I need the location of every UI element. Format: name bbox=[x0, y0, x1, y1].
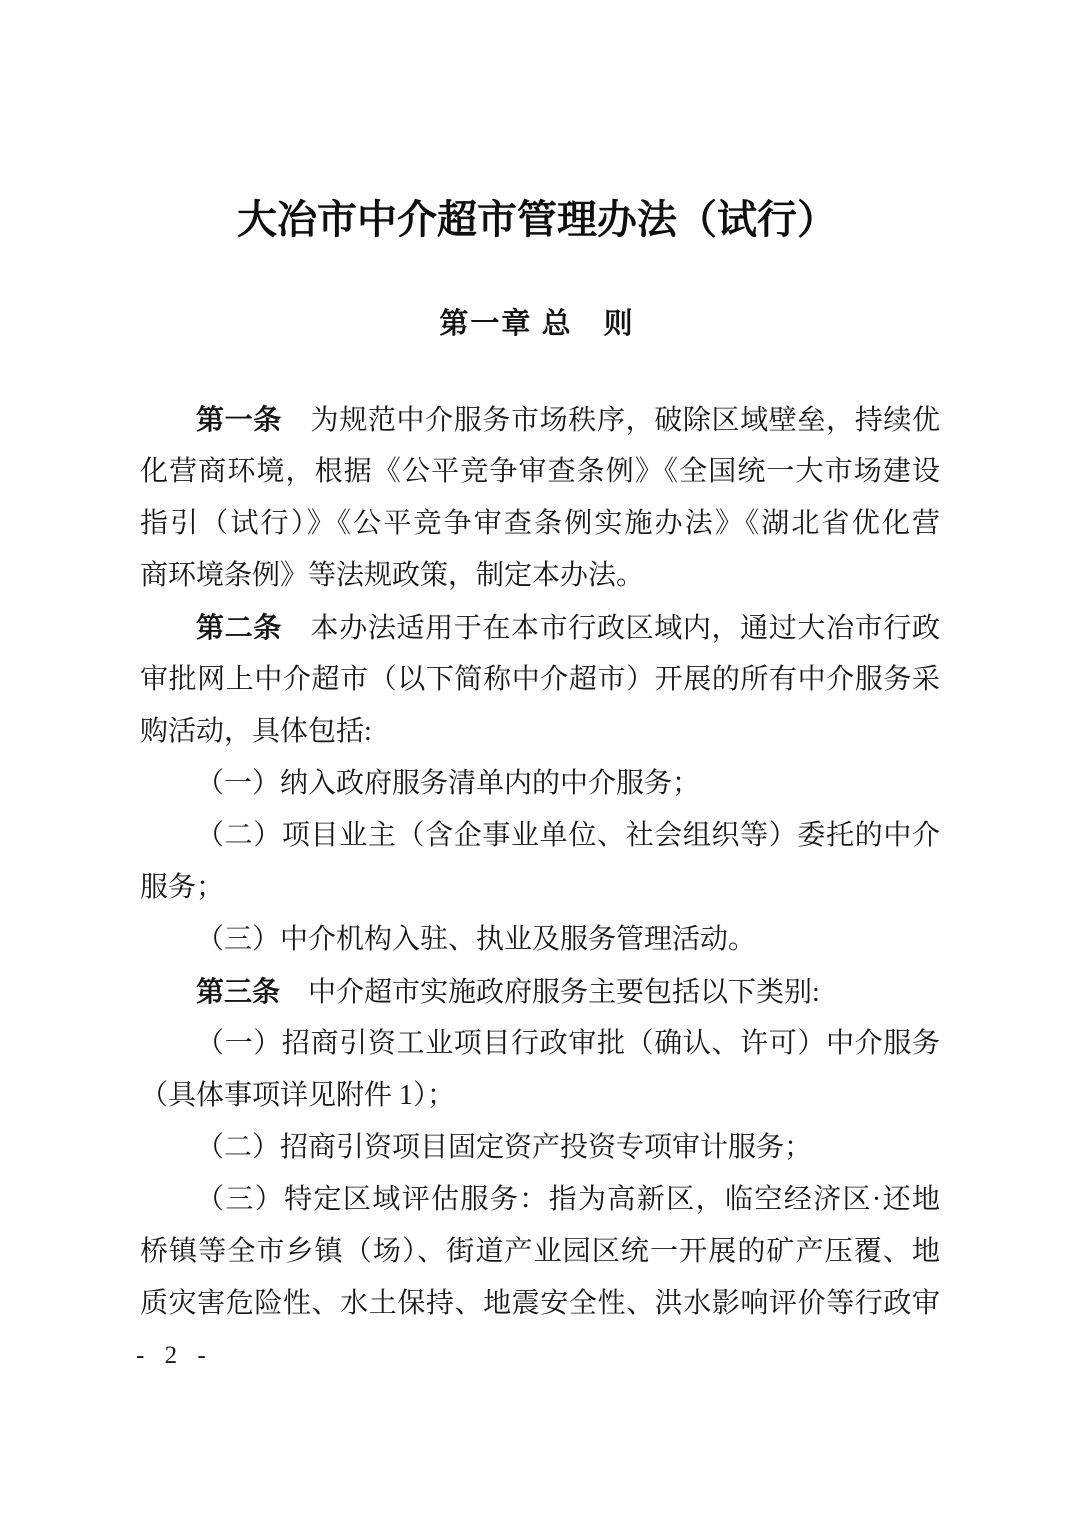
page-number: - 2 - bbox=[136, 1342, 213, 1369]
article-number: 第一条 bbox=[196, 404, 282, 435]
text-line bbox=[140, 498, 940, 550]
body-text: 本办法适用于在本市行政区域内，通过大冶市行政 bbox=[281, 613, 940, 644]
text-line bbox=[140, 1174, 940, 1226]
text-line bbox=[140, 1226, 940, 1278]
chapter-heading: 第一章 总 则 bbox=[439, 308, 635, 340]
article-number: 第三条 bbox=[196, 976, 281, 1007]
body-text: 商环境条例》等法规政策，制定本办法。 bbox=[140, 560, 645, 591]
body-text: （二）招商引资项目固定资产投资专项审计服务； bbox=[196, 1132, 813, 1163]
article-number: 第二条 bbox=[196, 612, 282, 643]
body-text: （一）纳入政府服务清单内的中介服务； bbox=[196, 768, 701, 799]
body-text: 中介超市实施政府服务主要包括以下类别: bbox=[280, 977, 820, 1008]
text-line bbox=[140, 862, 940, 914]
body-text: 购活动，具体包括: bbox=[140, 716, 372, 747]
text-line bbox=[140, 1018, 940, 1070]
body-text: （一）招商引资工业项目行政审批（确认、许可）中介服务 bbox=[196, 1028, 940, 1059]
text-line bbox=[140, 654, 940, 706]
text-line bbox=[140, 602, 940, 654]
body-text: 化营商环境，根据《公平竞争审查条例》《全国统一大市场建设 bbox=[140, 456, 940, 487]
text-line bbox=[140, 966, 940, 1018]
text-line bbox=[140, 446, 940, 498]
body-text: 为规范中介服务市场秩序，破除区域壁垒，持续优 bbox=[281, 405, 940, 436]
body-text: （具体事项详见附件 1）； bbox=[140, 1080, 456, 1111]
body-text: 指引（试行）》《公平竞争审查条例实施办法》《湖北省优化营 bbox=[140, 508, 940, 539]
text-line bbox=[140, 1278, 940, 1330]
text-line bbox=[140, 394, 940, 446]
text-line bbox=[140, 706, 940, 758]
text-line bbox=[140, 1070, 940, 1122]
body-text: （三）特定区域评估服务：指为高新区，临空经济区·还地 bbox=[196, 1184, 940, 1215]
text-line bbox=[140, 810, 940, 862]
body-text: （二）项目业主（含企事业单位、社会组织等）委托的中介 bbox=[196, 820, 940, 851]
text-line bbox=[140, 914, 940, 966]
body-text: 服务； bbox=[140, 872, 225, 903]
document-title: 大冶市中介超市管理办法（试行） bbox=[237, 197, 837, 242]
text-line bbox=[140, 758, 940, 810]
document-body bbox=[140, 394, 940, 1330]
body-text: 质灾害危险性、水土保持、地震安全性、洪水影响评价等行政审 bbox=[140, 1288, 940, 1319]
text-line bbox=[140, 550, 940, 602]
body-text: 桥镇等全市乡镇（场）、街道产业园区统一开展的矿产压覆、地 bbox=[140, 1236, 940, 1267]
body-text: 审批网上中介超市（以下简称中介超市）开展的所有中介服务采 bbox=[140, 664, 940, 695]
body-text: （三）中介机构入驻、执业及服务管理活动。 bbox=[196, 924, 757, 955]
text-line bbox=[140, 1122, 940, 1174]
